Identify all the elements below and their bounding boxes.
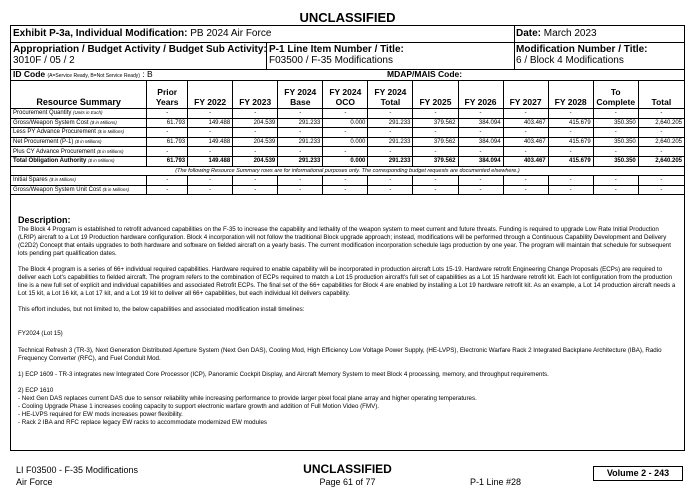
table-cell: - [323,128,368,138]
table-cell: 403.467 [503,137,548,147]
table-row [11,176,685,186]
table-row [11,185,685,195]
table-cell: 204.539 [233,137,278,147]
table-row [11,147,685,157]
table-cell: 415.679 [548,137,593,147]
table-cell: - [638,109,684,119]
exhibit-value: PB 2024 Air Force [190,28,272,39]
table-cell: - [593,147,638,157]
row-label-text: Less PY Advance Procurement [13,129,96,136]
row-unit: ($ in Millions) [88,158,115,164]
appropriation-label: Appropriation / Budget Activity / Budget Sub Activity: [13,44,267,55]
table-cell: - [278,147,323,157]
row-label [11,109,147,119]
table-cell: - [147,109,188,119]
table-cell: - [458,109,503,119]
description-heading: Description: [18,215,71,225]
table-cell: - [503,185,548,195]
id-code-label: ID Code [13,69,46,79]
table-cell: 0.000 [323,118,368,128]
table-cell: 350.350 [593,118,638,128]
table-cell: 149.488 [188,118,233,128]
row-label [11,185,147,195]
table-cell: - [638,147,684,157]
table-cell: - [368,109,413,119]
table-cell: - [548,185,593,195]
table-cell: 149.488 [188,137,233,147]
table-cell: - [593,128,638,138]
row-label [11,118,147,128]
table-note: (The following Resource Summary rows are for informational purposes only. The corresponding budget requests are documented elsewhere.) [11,166,685,176]
column-header: To Complete [593,81,638,109]
table-cell: 61.793 [147,156,188,166]
row-label-text: Gross/Weapon System Unit Cost [13,187,101,194]
table-cell: - [413,109,458,119]
row-unit: ($ in Millions) [90,119,117,125]
table-row [11,137,685,147]
date [516,28,597,39]
table-cell: 61.793 [147,118,188,128]
table-cell: - [278,128,323,138]
description-paragraph: FY2024 (Lot 15) [18,330,63,337]
description-paragraph: The Block 4 Program is established to retrofit advanced capabilities on the F-35 to increase the capability and lethality of the weapon system to meet current and future threats. Funding is required to upgrade Low Rate Initial Production (LRIP) aircraft to a Lot 19 Production hardware configuration. Block 4 incorporation will not follow the traditional Block upgrade approach; instead, modifications will be performed through a Continuous Capability Development and Delivery (C2D2) Concept that entails upgrades to both hardware and software on fielded aircraft on a yearly basis. The current modification incorporation schedule lags production by one year. The program will maintain that schedule for subsequent lots pending part qualification dates. [18,226,671,257]
table-cell: - [233,147,278,157]
row-unit: ($ in Millions) [97,129,125,135]
table-cell: - [323,109,368,119]
column-header: FY 2027 [503,81,548,109]
footer-left-line1: LI F03500 - F-35 Modifications [16,465,139,475]
table-cell: - [413,147,458,157]
table-row [11,156,685,166]
table-cell: - [278,109,323,119]
row-unit: ($ in Millions) [102,187,130,193]
table-cell: 2,640.205 [638,137,684,147]
footer-left-line2: Air Force [16,477,53,487]
column-header: FY 2024 Total [368,81,413,109]
id-code-note: (A=Service Ready, B=Not Service Ready) [47,73,140,79]
resource-summary-table [10,80,685,195]
row-unit: ($ in Millions) [49,177,76,183]
table-cell: 291.233 [278,137,323,147]
column-header: Total [638,81,684,109]
table-row [11,109,685,119]
table-cell: - [368,185,413,195]
table-cell: - [458,176,503,186]
row-label [11,137,147,147]
page-number: Page 61 of 77 [319,477,376,487]
column-header: FY 2022 [188,81,233,109]
column-header: FY 2026 [458,81,503,109]
row-label-text: Gross/Weapon System Cost [13,119,89,126]
description-paragraph: Technical Refresh 3 (TR-3), Next Generation Distributed Aperture System (Next Gen DAS), Cooling Mod, High Efficiency Low Voltage Power Supply, (HE-LVPS), Electronic Warfare Rack 2 Integrated Backplane Architecture (IBA), Radio Frequency Converter (RFC), and Fuel Conduit Mod. [18,347,662,362]
table-cell: 204.539 [233,118,278,128]
bullet-item: - HE-LVPS required for EW mods increases power flexibility. [18,411,183,418]
exhibit-title [13,28,271,39]
table-cell: 403.467 [503,118,548,128]
classification-banner-bottom: UNCLASSIFIED [303,462,392,476]
date-value: March 2023 [543,28,597,39]
table-cell: - [233,128,278,138]
table-cell: 61.793 [147,137,188,147]
table-cell: - [278,185,323,195]
bullet-item: - Cooling Upgrade Phase 1 increases cooling capacity to support electronic warfare growth and addition of Full Motion Video (FMV). [18,403,380,410]
table-row [11,128,685,138]
table-cell: 291.233 [368,137,413,147]
table-cell: 204.539 [233,156,278,166]
table-cell: - [147,185,188,195]
table-cell: - [458,185,503,195]
table-cell: - [233,109,278,119]
table-cell: - [458,147,503,157]
table-cell: 350.350 [593,156,638,166]
table-cell: 379.562 [413,118,458,128]
volume-box: Volume 2 - 243 [593,466,683,481]
table-cell: - [188,147,233,157]
table-cell: - [147,128,188,138]
column-header: FY 2023 [233,81,278,109]
table-note-row [11,166,685,176]
table-cell: 415.679 [548,156,593,166]
table-cell: - [368,176,413,186]
row-label-text: Initial Spares [13,177,48,184]
table-cell: - [593,109,638,119]
row-label-text: Procurement Quantity [13,110,72,117]
table-cell: - [593,185,638,195]
row-label-text: Net Procurement (P-1) [13,139,74,146]
table-cell: 384.094 [458,137,503,147]
row-unit: ($ in Millions) [96,148,124,154]
table-cell: - [188,109,233,119]
table-cell: 379.562 [413,156,458,166]
table-cell: - [188,128,233,138]
row-unit: ($ in Millions) [75,139,102,145]
row-label-text: Plus CY Advance Procurement [13,148,96,155]
table-cell: - [503,176,548,186]
table-cell: 291.233 [368,156,413,166]
row-label [11,128,147,138]
table-cell: - [638,185,684,195]
table-cell: - [413,185,458,195]
table-cell: 0.000 [323,156,368,166]
table-cell: - [323,176,368,186]
table-cell: 403.467 [503,156,548,166]
bullet-item: - Next Gen DAS replaces current DAS due to sensor reliability while increasing performance to provide larger pixel focal plane array and higher operating temperatures. [18,395,477,402]
description-paragraph: 2) ECP 1610 [18,387,54,394]
id-code-value: : B [142,69,153,79]
table-cell: - [548,128,593,138]
description-paragraph: The Block 4 program is a series of 66+ individual required capabilities. Hardware required to enable capability will be incorporated in production aircraft Lots 15-19. Hardware retrofit Engineering Change Proposals (ECPs) are required to deliver each Lot's capabilities to fielded aircraft. The program refers to the combination of ECPs required to match a Lot 15 production aircraft's full set of capabilities as a Lot 15 hardware retrofit kit. Each lot configuration from the production line is a new full set of explicit and individual capabilities and associated Retrofit ECPs. The final set of the 66+ capabilities for Block 4 are enabled by installing a Lot 19 hardware retrofit kit. As an example, a Lot 14 production aircraft needs a Lot 15 kit, a Lot 16 kit, a Lot 17 kit, and a Lot 19 kit to deliver all 66+ capabilities, but each individual kit delivers capability. [18,266,676,297]
table-cell: 291.233 [278,156,323,166]
column-header: FY 2024 Base [278,81,323,109]
table-cell: 350.350 [593,137,638,147]
table-cell: 384.094 [458,156,503,166]
id-code [13,69,153,79]
table-cell: - [503,147,548,157]
column-header: FY 2025 [413,81,458,109]
table-cell: - [593,176,638,186]
table-cell: - [188,176,233,186]
column-header: FY 2028 [548,81,593,109]
table-cell: - [147,176,188,186]
table-cell: - [323,147,368,157]
table-cell: - [368,147,413,157]
table-cell: - [458,128,503,138]
row-label-text: Total Obligation Authority [13,158,87,165]
row-label [11,176,147,186]
table-cell: 379.562 [413,137,458,147]
row-label [11,147,147,157]
exhibit-label: Exhibit P-3a, Individual Modification: [13,28,188,39]
table-cell: 384.094 [458,118,503,128]
description-paragraph: 1) ECP 1609 - TR-3 integrates new Integrated Core Processor (ICP), Panoramic Cockpit Display, and Aircraft Memory System to meet Block 4 processing, memory, and throughput requirements. [18,371,549,378]
p1-line-number: P-1 Line #28 [470,477,522,487]
column-header: Prior Years [147,81,188,109]
table-cell: 2,640.205 [638,156,684,166]
modification-value: 6 / Block 4 Modifications [516,55,624,66]
mdap-label: MDAP/MAIS Code: [387,69,463,79]
p1-line-value: F03500 / F-35 Modifications [269,55,393,66]
table-cell: 0.000 [323,137,368,147]
table-cell: 2,640.205 [638,118,684,128]
table-row [11,118,685,128]
table-cell: - [323,185,368,195]
description-paragraph: This effort includes, but not limited to, the below capabilities and associated modification install timelines: [18,306,305,313]
modification-label: Modification Number / Title: [516,44,648,55]
table-cell: - [548,147,593,157]
date-label: Date: [516,28,542,39]
table-cell: - [638,176,684,186]
column-header: FY 2024 OCO [323,81,368,109]
row-unit: (Units in Each) [73,110,103,116]
table-cell: 415.679 [548,118,593,128]
table-cell: - [503,109,548,119]
row-label [11,156,147,166]
table-cell: - [413,176,458,186]
table-cell: 291.233 [278,118,323,128]
table-cell: - [413,128,458,138]
bullet-item: - Rack 2 IBA and RFC replace legacy EW racks to accommodate modernized EW modules [18,419,267,426]
table-cell: - [278,176,323,186]
table-cell: - [233,176,278,186]
table-cell: - [188,185,233,195]
appropriation-value: 3010F / 05 / 2 [13,55,75,66]
description-section [18,215,678,427]
table-cell: - [548,109,593,119]
table-cell: - [548,176,593,186]
table-cell: - [233,185,278,195]
table-cell: - [503,128,548,138]
table-cell: - [147,147,188,157]
table-header-row [11,81,685,109]
table-cell: - [368,128,413,138]
p1-line-label: P-1 Line Item Number / Title: [269,44,404,55]
table-cell: 149.488 [188,156,233,166]
column-header: Resource Summary [11,81,147,109]
classification-banner-top: UNCLASSIFIED [299,10,396,25]
table-cell: - [638,128,684,138]
table-cell: 291.233 [368,118,413,128]
